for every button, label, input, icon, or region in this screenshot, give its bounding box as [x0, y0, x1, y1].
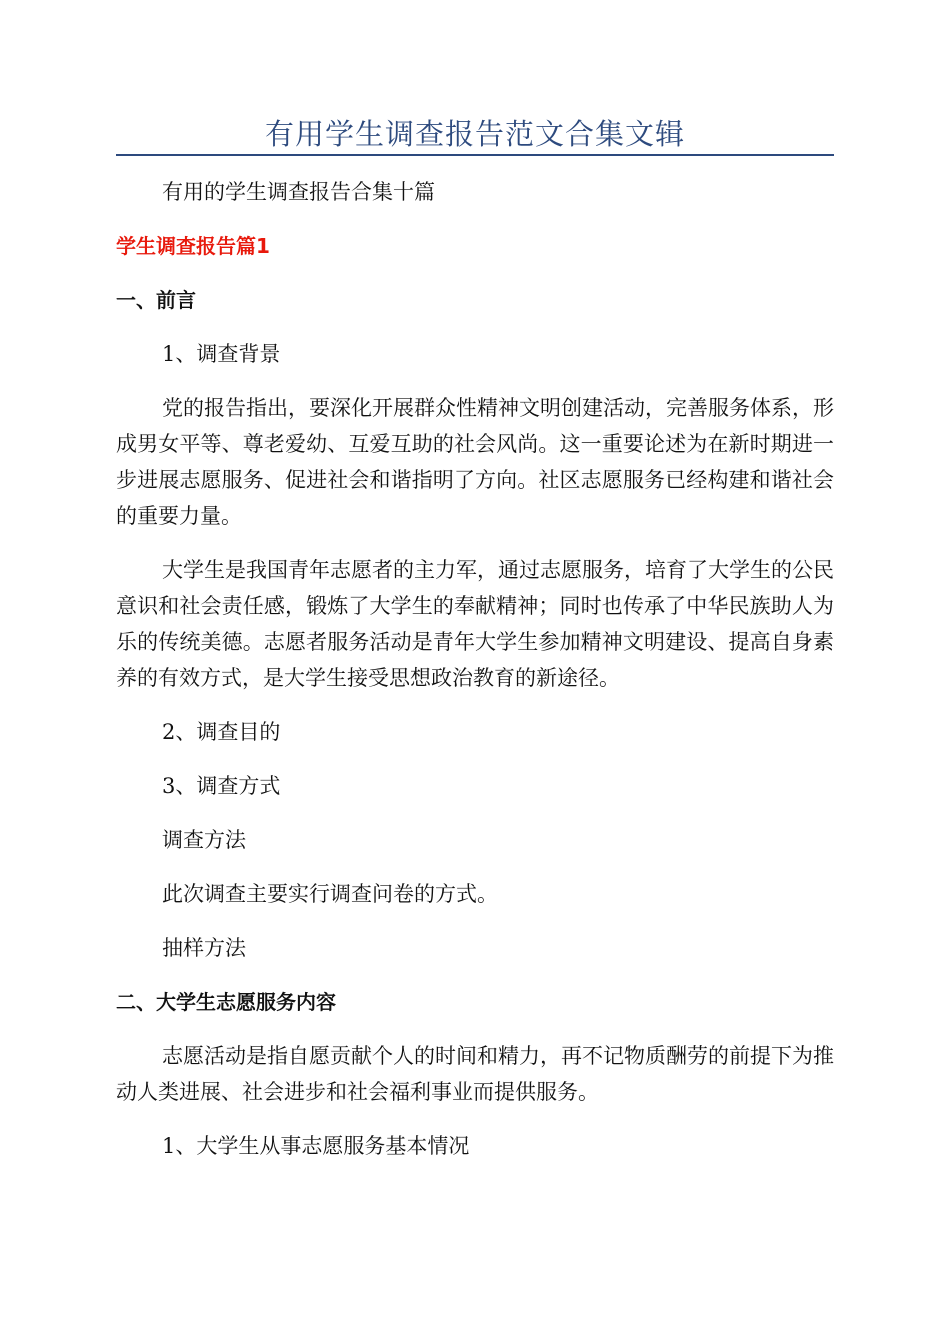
- label-survey-method: 调查方法: [162, 828, 246, 852]
- article-heading: 学生调查报告篇1: [116, 234, 270, 258]
- paragraph-background-2: 大学生是我国青年志愿者的主力军，通过志愿服务，培育了大学生的公民意识和社会责任感，锻炼了大学生的奉献精神；同时也传承了中华民族助人为乐的传统美德。志愿者服务活动是青年大学生参加精神文明建设、提高自身素养的有效方式，是大学生接受思想政治教育的新途径。: [116, 558, 834, 690]
- section-heading-preface: 一、前言: [116, 288, 196, 312]
- item-survey-background: 1、调查背景: [162, 342, 281, 366]
- label-sampling-method: 抽样方法: [162, 936, 246, 960]
- item-survey-mode: 3、调查方式: [162, 774, 281, 798]
- title-underline: [116, 154, 834, 156]
- section-heading-volunteer-content: 二、大学生志愿服务内容: [116, 990, 336, 1014]
- paragraph-background-1: 党的报告指出，要深化开展群众性精神文明创建活动，完善服务体系，形成男女平等、尊老爱幼、互爱互助的社会风尚。这一重要论述为在新时期进一步进展志愿服务、促进社会和谐指明了方向。社区志愿服务已经构建和谐社会的重要力量。: [116, 396, 834, 528]
- item-volunteer-basic-situation: 1、大学生从事志愿服务基本情况: [162, 1134, 470, 1158]
- item-survey-purpose: 2、调查目的: [162, 720, 281, 744]
- document-title: 有用学生调查报告范文合集文辑: [264, 117, 685, 151]
- subtitle: 有用的学生调查报告合集十篇: [162, 180, 435, 204]
- document-body: [116, 174, 834, 1182]
- paragraph-volunteer-definition: 志愿活动是指自愿贡献个人的时间和精力，再不记物质酬劳的前提下为推动人类进展、社会进步和社会福利事业而提供服务。: [116, 1044, 834, 1104]
- text-survey-method: 此次调查主要实行调查问卷的方式。: [162, 882, 498, 906]
